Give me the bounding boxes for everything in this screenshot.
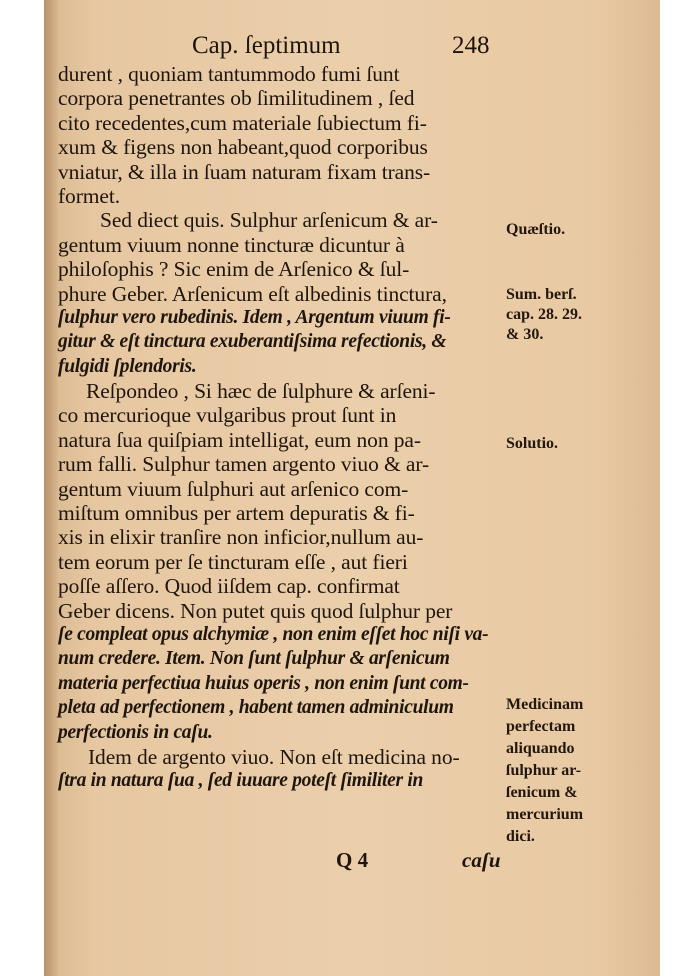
text-line: ſtra in natura ſua , ſed iuuare poteſt ſimiliter in <box>58 770 423 792</box>
margin-note: Sum. berſ. <box>506 286 577 304</box>
catchword: caſu <box>462 848 501 872</box>
text-line: rum falli. Sulphur tamen argento viuo & ar- <box>58 452 430 477</box>
text-line: gitur & eſt tinctura exuberantiſsima refectionis, & <box>58 331 447 353</box>
text-line: xis in elixir tranſire non inficior,nullum au- <box>58 525 424 550</box>
text-line: phure Geber. Arſenicum eſt albedinis tinctura, <box>58 281 447 306</box>
text-line: cito recedentes,cum materiale ſubiectum fi- <box>58 110 427 135</box>
margin-note: Quæſtio. <box>506 220 566 238</box>
text-line: Geber dicens. Non putet quis quod ſulphur per <box>58 598 453 623</box>
text-line: miſtum omnibus per artem depuratis & fi- <box>58 501 415 526</box>
text-line: tem eorum per ſe tincturam eſſe , aut fieri <box>58 549 408 574</box>
page-header <box>44 32 660 62</box>
text-line: ſe compleat opus alchymiæ , non enim eſſet hoc niſi va- <box>58 623 489 645</box>
margin-note: ſenicum & <box>506 784 578 802</box>
text-line: gentum viuum nonne tincturæ dicuntur à <box>58 232 405 257</box>
text-line: fulgidi ſplendoris. <box>58 355 197 377</box>
text-line: vniatur, & illa in ſuam naturam fixam trans- <box>58 159 431 184</box>
text-line: gentum viuum ſulphuri aut arſenico com- <box>58 476 409 501</box>
margin-note: mercurium <box>506 806 584 824</box>
text-line: perfectionis in caſu. <box>58 721 213 743</box>
margin-note: aliquando <box>506 740 575 758</box>
margin-note: dici. <box>506 828 535 846</box>
text-line: poſſe aſſero. Quod iiſdem cap. confirmat <box>58 574 400 599</box>
running-title: Cap. ſeptimum <box>192 32 341 59</box>
signature-mark: Q 4 <box>336 848 369 872</box>
text-line: Sed diect quis. Sulphur arſenicum & ar- <box>100 208 438 233</box>
margin-note: & 30. <box>506 325 544 343</box>
body-text <box>58 62 508 794</box>
margin-note: ſulphur ar- <box>506 762 582 780</box>
text-line: natura ſua quiſpiam intelligat, eum non pa- <box>58 427 421 452</box>
text-line: num credere. Item. Non ſunt ſulphur & arſenicum <box>58 648 450 670</box>
text-line: Idem de argento viuo. Non eſt medicina no- <box>88 744 460 769</box>
text-line: Reſpondeo , Si hæc de ſulphure & arſeni- <box>86 379 436 404</box>
text-line: pleta ad perfectionem , habent tamen adminiculum <box>58 697 454 719</box>
text-line: co mercurioque vulgaribus prout ſunt in <box>58 403 397 428</box>
page-number: 248 <box>452 32 490 59</box>
text-line: formet. <box>58 183 120 208</box>
margin-note: Solutio. <box>506 435 559 453</box>
text-line: durent , quoniam tantummodo fumi ſunt <box>58 62 400 86</box>
text-line: ſulphur vero rubedinis. Idem , Argentum viuum fi- <box>58 306 451 328</box>
margin-note: perfectam <box>506 718 576 736</box>
text-line: corpora penetrantes ob ſimilitudinem , ſed <box>58 86 415 111</box>
text-line: xum & figens non habeant,quod corporibus <box>58 135 428 160</box>
page-gutter <box>44 0 58 976</box>
margin-note: Medicinam <box>506 696 584 714</box>
text-line: materia perfectiua huius operis , non enim ſunt com- <box>58 672 469 694</box>
book-page <box>44 0 660 976</box>
text-line: philoſophis ? Sic enim de Arſenico & ſul- <box>58 257 410 282</box>
margin-note: cap. 28. 29. <box>506 306 582 323</box>
